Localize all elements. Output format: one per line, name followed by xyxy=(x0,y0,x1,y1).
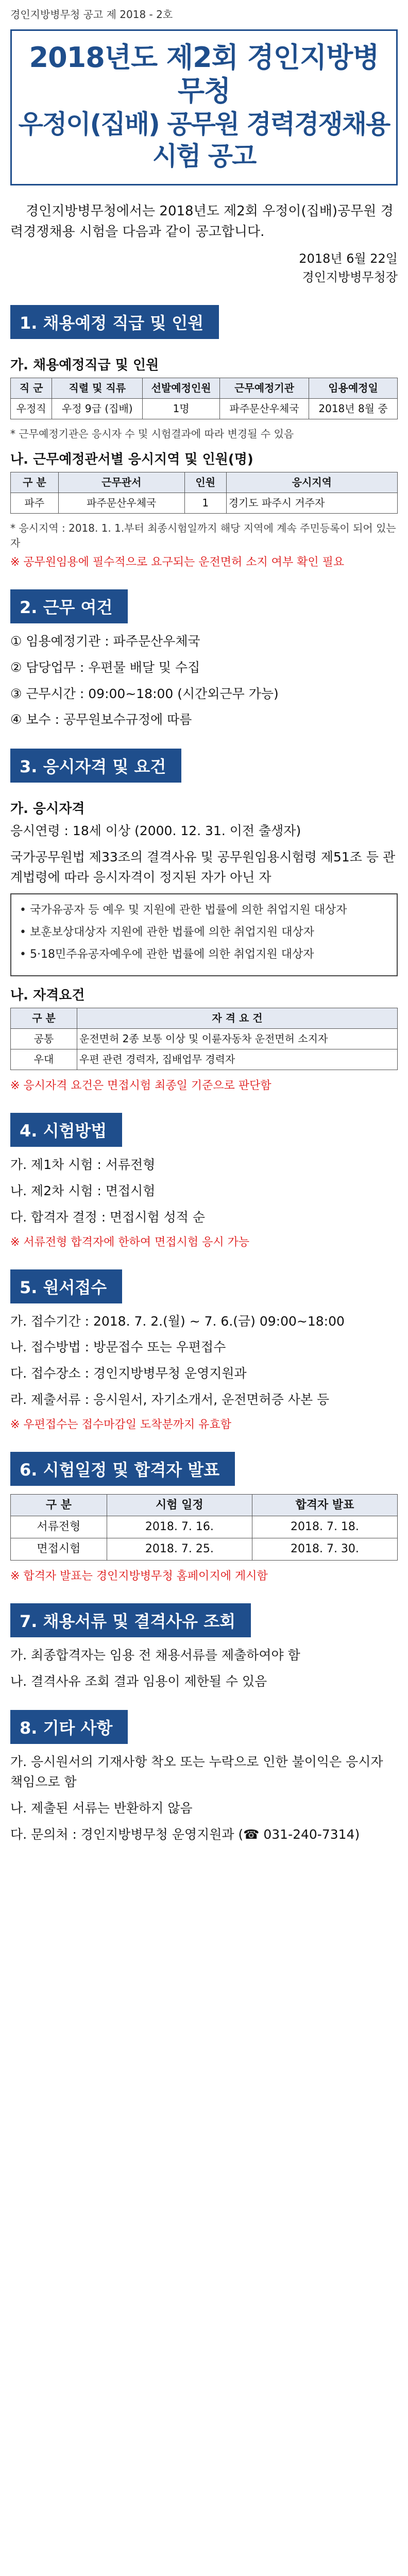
table-row xyxy=(11,1049,398,1070)
list-item: 가. 최종합격자는 임용 전 채용서류를 제출하여야 함 xyxy=(10,1647,300,1663)
warning-note: ※ 응시자격 요건은 면접시험 최종일 기준으로 판단함 xyxy=(10,1079,271,1093)
section-heading: 8. 기타 사항 xyxy=(10,1710,128,1744)
section-heading: 6. 시험일정 및 합격자 발표 xyxy=(10,1452,235,1486)
table-header: 인원 xyxy=(184,472,226,493)
intro-text: 경인지방병무청에서는 2018년도 제2회 우정이(집배)공무원 경력경쟁채용 시험을 다음과 같이 공고합니다. xyxy=(10,203,394,240)
table-header: 자 격 요 건 xyxy=(77,1008,398,1029)
section-other xyxy=(10,1710,398,1844)
section-heading: 7. 채용서류 및 결격사유 조회 xyxy=(10,1603,251,1637)
table-cell: 파주문산우체국 xyxy=(58,493,184,514)
table-header: 선발예정인원 xyxy=(143,378,220,399)
issue-date: 2018년 6월 22일 xyxy=(299,251,398,266)
warning-note: ※ 우편접수는 접수마감일 도착분까지 유효함 xyxy=(10,1418,231,1431)
section-schedule xyxy=(10,1452,398,1585)
table-cell: 서류전형 xyxy=(11,1516,107,1538)
table-cell: 우정 9급 (집배) xyxy=(52,399,143,419)
list-item: 나. 제출된 서류는 반환하지 않음 xyxy=(10,1800,193,1816)
list-item: 다. 합격자 결정 : 면접시험 성적 순 xyxy=(10,1209,206,1225)
section-heading: 4. 시험방법 xyxy=(10,1113,122,1147)
section-application xyxy=(10,1269,398,1433)
section-qualifications xyxy=(10,749,398,1094)
table-cell: 우편 관련 경력자, 집배업무 경력자 xyxy=(77,1049,398,1070)
footer-space xyxy=(10,1851,398,1882)
list-item: 가. 응시원서의 기재사항 착오 또는 누락으로 인한 불이익은 응시자 책임으로 함 xyxy=(10,1754,383,1789)
section-heading: 5. 원서접수 xyxy=(10,1269,122,1303)
body-text: 국가공무원법 제33조의 결격사유 및 공무원임용시험령 제51조 등 관계법령에 따라 응시자격이 정지된 자가 아닌 자 xyxy=(10,849,396,885)
table-cell: 우대 xyxy=(11,1049,77,1070)
title-line-2: 우정이(집배) 공무원 경력경쟁채용시험 공고 xyxy=(18,109,390,172)
table-cell: 1 xyxy=(184,493,226,514)
table-header: 근무예정기관 xyxy=(220,378,309,399)
table-row xyxy=(11,399,398,419)
table-header: 구 분 xyxy=(11,1494,107,1516)
recruitment-table xyxy=(10,378,398,419)
section-documents xyxy=(10,1603,398,1692)
table-row xyxy=(11,1029,398,1049)
issue-block xyxy=(10,249,398,286)
warning-note: ※ 공무원임용에 필수적으로 요구되는 운전면허 소지 여부 확인 필요 xyxy=(10,556,345,569)
table-cell: 2018. 7. 30. xyxy=(252,1538,397,1561)
section-work-conditions xyxy=(10,589,398,730)
warning-note: ※ 서류전형 합격자에 한하여 면접시험 응시 가능 xyxy=(10,1235,250,1249)
list-item: ① 임용예정기관 : 파주문산우체국 xyxy=(10,634,200,649)
table-header: 직렬 및 직류 xyxy=(52,378,143,399)
table-cell: 2018. 7. 18. xyxy=(252,1516,397,1538)
list-item: 나. 접수방법 : 방문접수 또는 우편접수 xyxy=(10,1340,226,1355)
table-header: 응시지역 xyxy=(226,472,397,493)
table-cell: 2018. 7. 25. xyxy=(107,1538,252,1561)
list-item: 다. 접수장소 : 경인지방병무청 운영지원과 xyxy=(10,1366,247,1381)
table-cell: 운전면허 2종 보통 이상 및 이륜자동차 운전면허 소지자 xyxy=(77,1029,398,1049)
table-cell: 1명 xyxy=(143,399,220,419)
title-box xyxy=(10,29,398,185)
table-header: 구 분 xyxy=(11,472,59,493)
preference-box xyxy=(10,893,398,976)
section-heading: 1. 채용예정 직급 및 인원 xyxy=(10,305,219,339)
table-cell: 2018. 7. 16. xyxy=(107,1516,252,1538)
warning-note: ※ 합격자 발표는 경인지방병무청 홈페이지에 게시함 xyxy=(10,1569,268,1583)
schedule-table xyxy=(10,1494,398,1561)
table-header: 합격자 발표 xyxy=(252,1494,397,1516)
body-text: 응시연령 : 18세 이상 (2000. 12. 31. 이전 출생자) xyxy=(10,823,301,839)
list-item: • 5·18민주유공자예우에 관한 법률에 의한 취업지원 대상자 xyxy=(20,948,314,961)
table-header: 구 분 xyxy=(11,1008,77,1029)
requirements-table xyxy=(10,1008,398,1070)
table-row xyxy=(11,1538,398,1561)
table-header: 시험 일정 xyxy=(107,1494,252,1516)
list-item: ③ 근무시간 : 09:00~18:00 (시간외근무 가능) xyxy=(10,686,279,701)
section-heading: 2. 근무 여건 xyxy=(10,589,128,623)
table-cell: 면접시험 xyxy=(11,1538,107,1561)
note: * 근무예정기관은 응시자 수 및 시험결과에 따라 변경될 수 있음 xyxy=(10,428,294,440)
list-item: 다. 문의처 : 경인지방병무청 운영지원과 (☎ 031-240-7314) xyxy=(10,1826,360,1842)
table-cell: 파주문산우체국 xyxy=(220,399,309,419)
list-item: 나. 결격사유 조회 결과 임용이 제한될 수 있음 xyxy=(10,1673,267,1689)
section-recruitment xyxy=(10,305,398,571)
list-item: • 보훈보상대상자 지원에 관한 법률에 의한 취업지원 대상자 xyxy=(20,926,314,939)
table-header: 직 군 xyxy=(11,378,52,399)
subheading: 가. 채용예정직급 및 인원 xyxy=(10,358,159,374)
list-item: 라. 제출서류 : 응시원서, 자기소개서, 운전면허증 사본 등 xyxy=(10,1392,330,1407)
notice-page xyxy=(10,0,398,1882)
table-header: 임용예정일 xyxy=(309,378,398,399)
issuer: 경인지방병무청장 xyxy=(302,270,398,285)
subheading: 가. 응시자격 xyxy=(10,801,85,817)
list-item: 가. 접수기간 : 2018. 7. 2.(월) ~ 7. 6.(금) 09:00~18:00 xyxy=(10,1313,345,1329)
table-cell: 공통 xyxy=(11,1029,77,1049)
note: * 응시지역 : 2018. 1. 1.부터 최종시험일까지 해당 지역에 계속 주민등록이 되어 있는 자 xyxy=(10,522,396,550)
section-heading: 3. 응시자격 및 요건 xyxy=(10,749,181,783)
table-row xyxy=(11,493,398,514)
list-item: 가. 제1차 시험 : 서류전형 xyxy=(10,1157,156,1173)
list-item: ④ 보수 : 공무원보수규정에 따름 xyxy=(10,712,192,727)
subheading: 나. 자격요건 xyxy=(10,988,85,1004)
table-cell: 파주 xyxy=(11,493,59,514)
list-item: 나. 제2차 시험 : 면접시험 xyxy=(10,1183,156,1199)
title-line-1: 2018년도 제2회 경인지방병무청 xyxy=(29,41,379,107)
list-item: ② 담당업무 : 우편물 배달 및 수집 xyxy=(10,659,200,675)
subheading: 나. 근무예정관서별 응시지역 및 인원(명) xyxy=(10,452,253,468)
region-table xyxy=(10,472,398,514)
section-exam-method xyxy=(10,1113,398,1250)
table-row xyxy=(11,1516,398,1538)
table-cell: 경기도 파주시 거주자 xyxy=(226,493,397,514)
notice-number: 경인지방병무청 공고 제 2018 - 2호 xyxy=(10,8,173,21)
table-header: 근무관서 xyxy=(58,472,184,493)
list-item: • 국가유공자 등 예우 및 지원에 관한 법률에 의한 취업지원 대상자 xyxy=(20,904,347,917)
table-cell: 2018년 8월 중 xyxy=(309,399,398,419)
table-cell: 우정직 xyxy=(11,399,52,419)
